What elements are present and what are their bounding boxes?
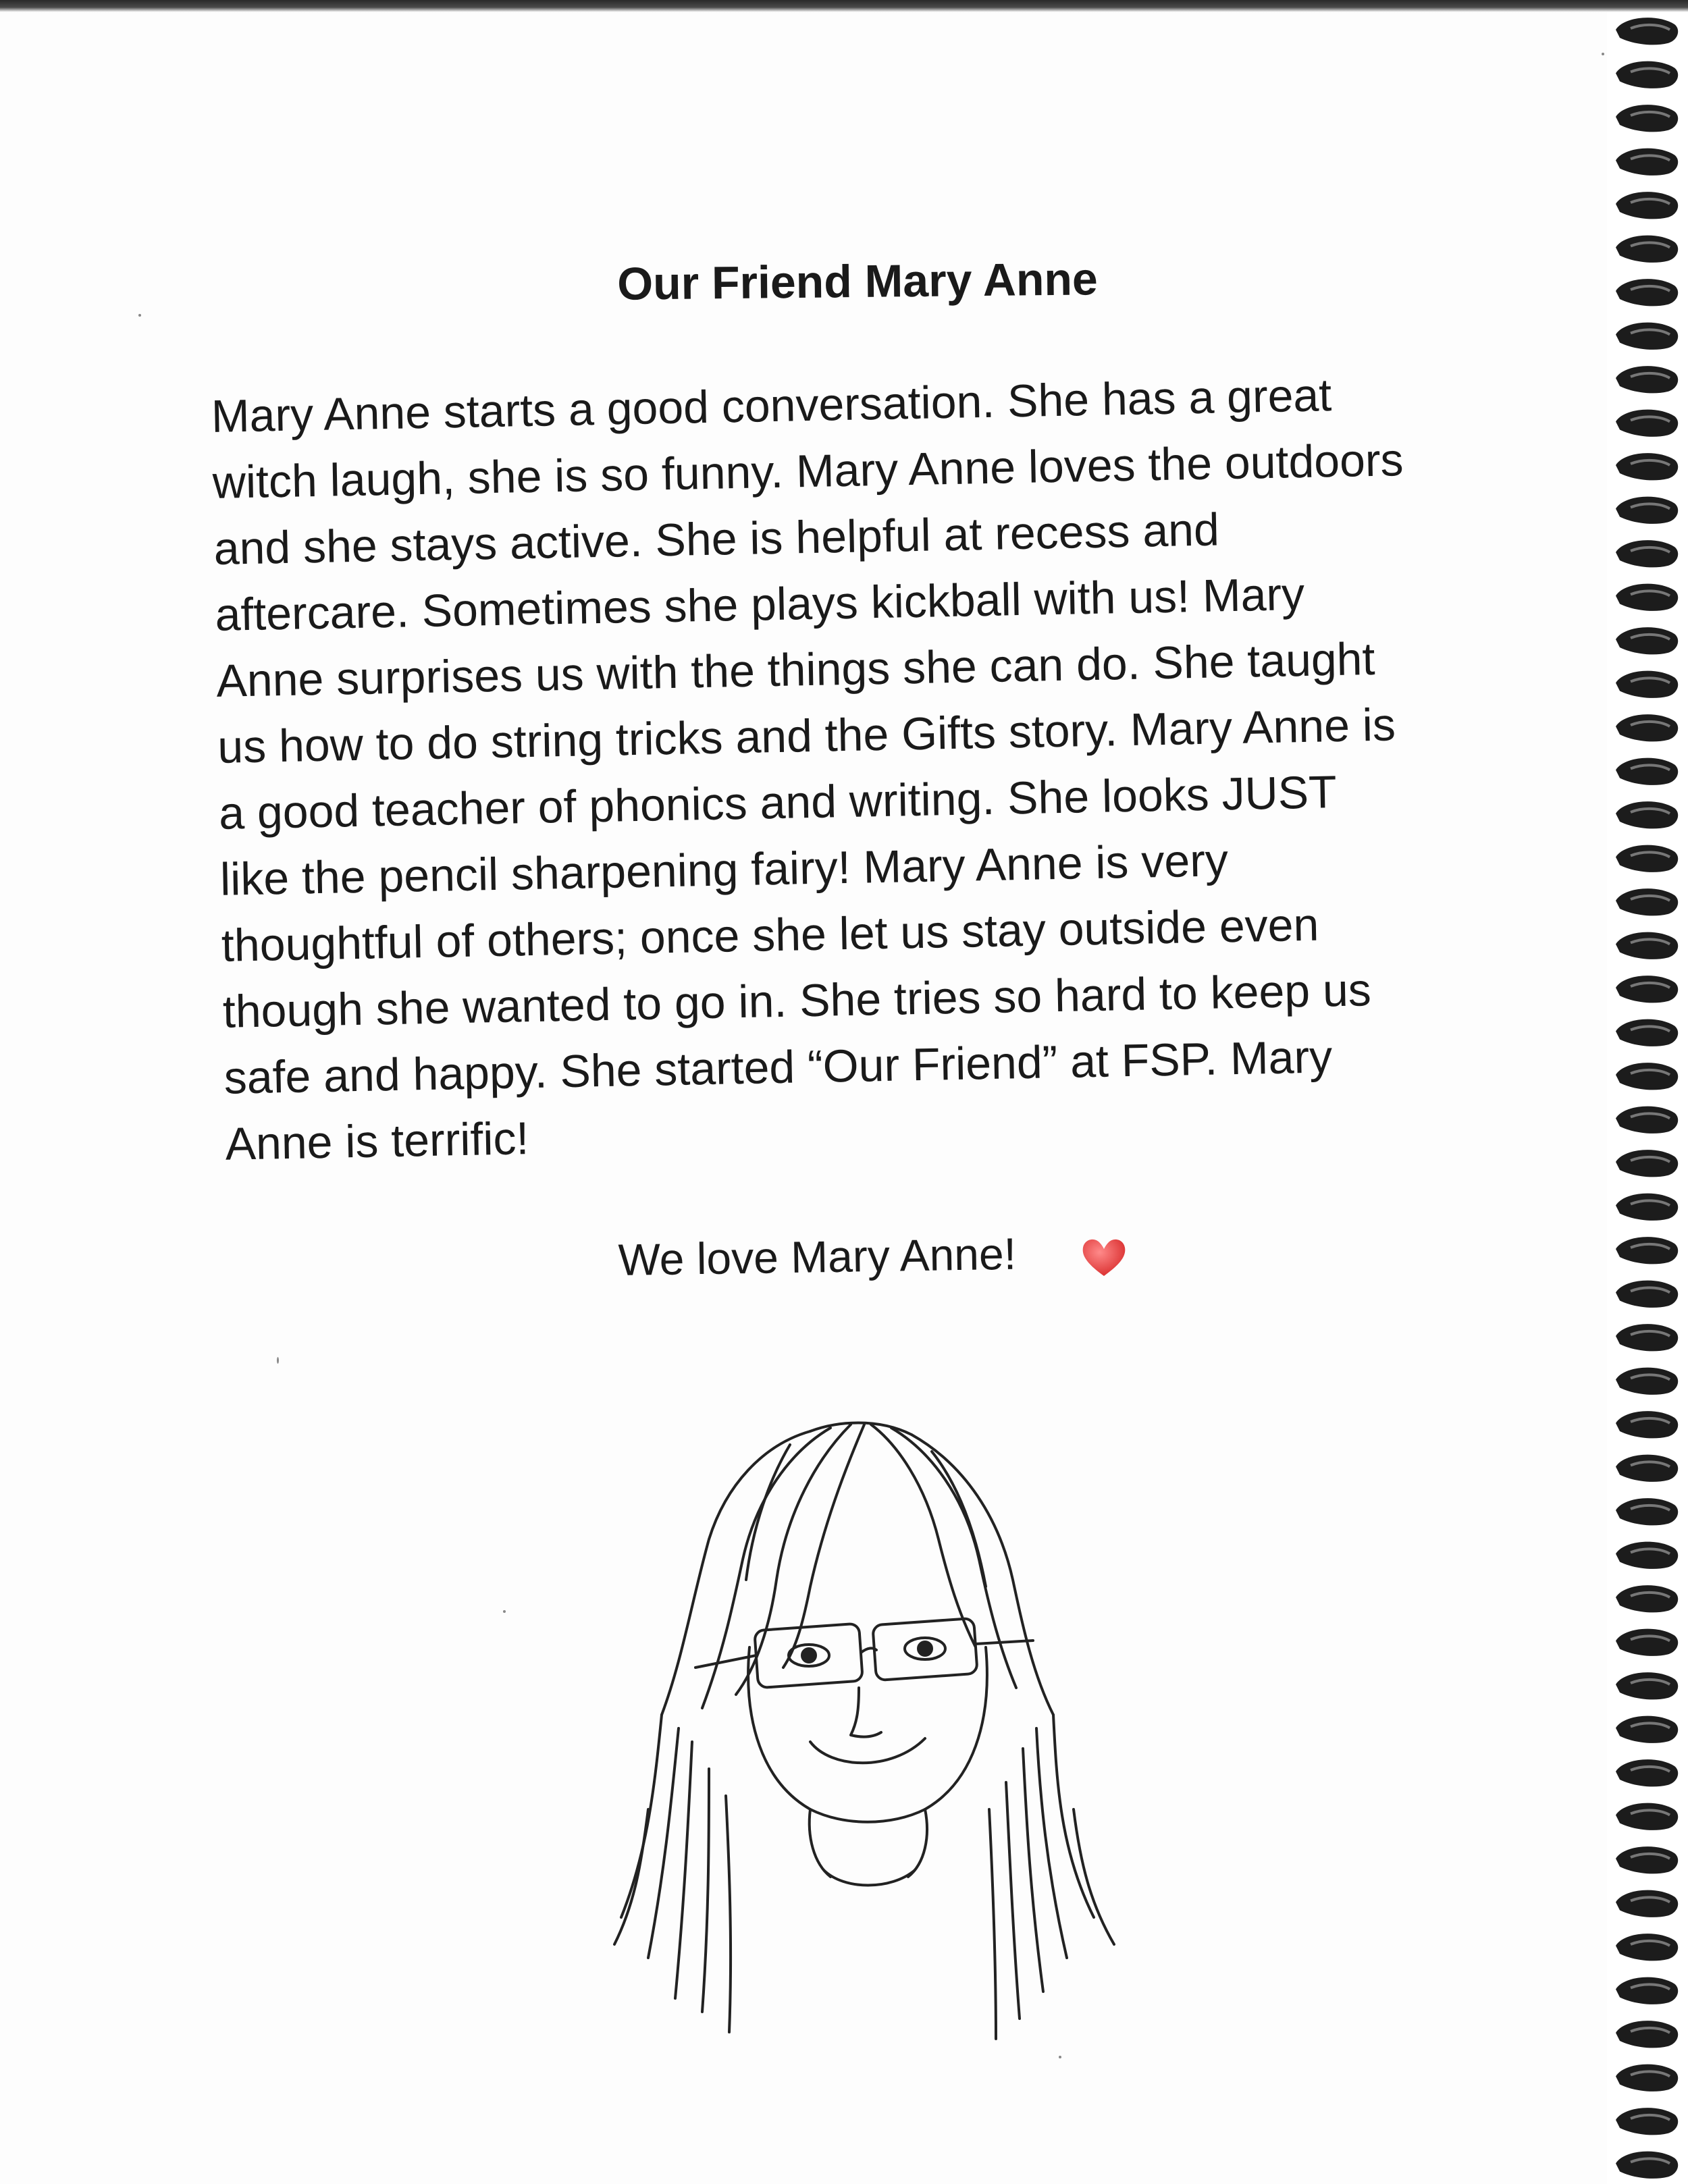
spiral-coil bbox=[1616, 845, 1678, 872]
spiral-coil bbox=[1616, 1194, 1678, 1221]
spiral-coil bbox=[1616, 758, 1678, 785]
spiral-coil bbox=[1616, 497, 1678, 524]
body-line: like the pencil sharpening fairy! Mary Anne is very bbox=[219, 834, 1229, 905]
spiral-coil bbox=[1616, 453, 1678, 480]
body-line: a good teacher of phonics and writing. She looks JUST bbox=[218, 766, 1338, 839]
spiral-coil bbox=[1616, 1455, 1678, 1482]
spiral-coil bbox=[1616, 236, 1678, 263]
spiral-coil bbox=[1616, 2065, 1678, 2092]
spiral-coil bbox=[1616, 1368, 1678, 1395]
spiral-coil bbox=[1616, 18, 1678, 45]
scan-speck bbox=[277, 1357, 279, 1364]
spiral-coil bbox=[1616, 61, 1678, 88]
body-line: aftercare. Sometimes she plays kickball with us! Mary bbox=[214, 568, 1305, 641]
spiral-coil bbox=[1616, 1890, 1678, 1917]
closing-line: We love Mary Anne! bbox=[618, 1228, 1017, 1285]
spiral-coil bbox=[1616, 1759, 1678, 1786]
spiral-coil bbox=[1616, 366, 1678, 393]
spiral-coil bbox=[1616, 1542, 1678, 1569]
body-line: though she wanted to go in. She tries so hard to keep us bbox=[222, 964, 1372, 1038]
spiral-coil bbox=[1616, 1237, 1678, 1264]
body-line: Anne surprises us with the things she can do. She taught bbox=[215, 633, 1376, 707]
spiral-coil bbox=[1616, 1107, 1678, 1134]
scan-top-edge bbox=[0, 0, 1688, 12]
scan-speck bbox=[503, 1610, 506, 1613]
body-line: Mary Anne starts a good conversation. She has a great bbox=[211, 369, 1332, 442]
body-line: and she stays active. She is helpful at recess and bbox=[213, 504, 1220, 575]
body-line: safe and happy. She started “Our Friend” at FSP. Mary bbox=[223, 1031, 1333, 1104]
spiral-coil bbox=[1616, 1934, 1678, 1961]
spiral-coil bbox=[1616, 1150, 1678, 1177]
spiral-coil bbox=[1616, 1019, 1678, 1046]
spiral-coil bbox=[1616, 279, 1678, 306]
spiral-coil bbox=[1616, 540, 1678, 567]
spiral-coil bbox=[1616, 1977, 1678, 2004]
spiral-coil bbox=[1616, 2021, 1678, 2048]
spiral-coil bbox=[1616, 1716, 1678, 1743]
spiral-coil bbox=[1616, 1063, 1678, 1090]
spiral-coil bbox=[1616, 1324, 1678, 1351]
spiral-coil bbox=[1616, 976, 1678, 1003]
spiral-coil bbox=[1616, 801, 1678, 828]
portrait-drawing bbox=[608, 1404, 1121, 2052]
spiral-coil bbox=[1616, 1411, 1678, 1438]
scan-speck bbox=[1059, 2056, 1061, 2058]
spiral-coil bbox=[1616, 1585, 1678, 1612]
spiral-coil bbox=[1616, 2152, 1678, 2179]
spiral-coil bbox=[1616, 323, 1678, 350]
body-line: us how to do string tricks and the Gifts story. Mary Anne is bbox=[217, 699, 1396, 773]
page-title: Our Friend Mary Anne bbox=[616, 253, 1099, 310]
spiral-coil bbox=[1616, 1672, 1678, 1699]
spiral-coil bbox=[1616, 584, 1678, 611]
body-paragraph bbox=[211, 358, 1562, 1177]
spiral-coil bbox=[1616, 105, 1678, 132]
spiral-coil bbox=[1616, 2108, 1678, 2135]
body-line: witch laugh, she is so funny. Mary Anne loves the outdoors bbox=[212, 434, 1404, 508]
spiral-coil bbox=[1616, 410, 1678, 437]
spiral-coil bbox=[1616, 888, 1678, 915]
spiral-binding bbox=[1610, 0, 1688, 2184]
spiral-coil bbox=[1616, 1846, 1678, 1873]
spiral-coil bbox=[1616, 1629, 1678, 1656]
spiral-coil bbox=[1616, 192, 1678, 219]
scan-speck bbox=[1602, 53, 1604, 55]
body-line: thoughtful of others; once she let us stay outside even bbox=[221, 899, 1319, 971]
heart-icon bbox=[1080, 1235, 1128, 1279]
spiral-coil bbox=[1616, 627, 1678, 654]
body-line: Anne is terrific! bbox=[224, 1113, 529, 1170]
spiral-coil bbox=[1616, 932, 1678, 959]
spiral-coil bbox=[1616, 149, 1678, 176]
spiral-coil bbox=[1616, 1498, 1678, 1525]
spiral-coil bbox=[1616, 671, 1678, 698]
spiral-coil bbox=[1616, 1281, 1678, 1308]
spiral-coil bbox=[1616, 1803, 1678, 1830]
spiral-coil bbox=[1616, 714, 1678, 741]
